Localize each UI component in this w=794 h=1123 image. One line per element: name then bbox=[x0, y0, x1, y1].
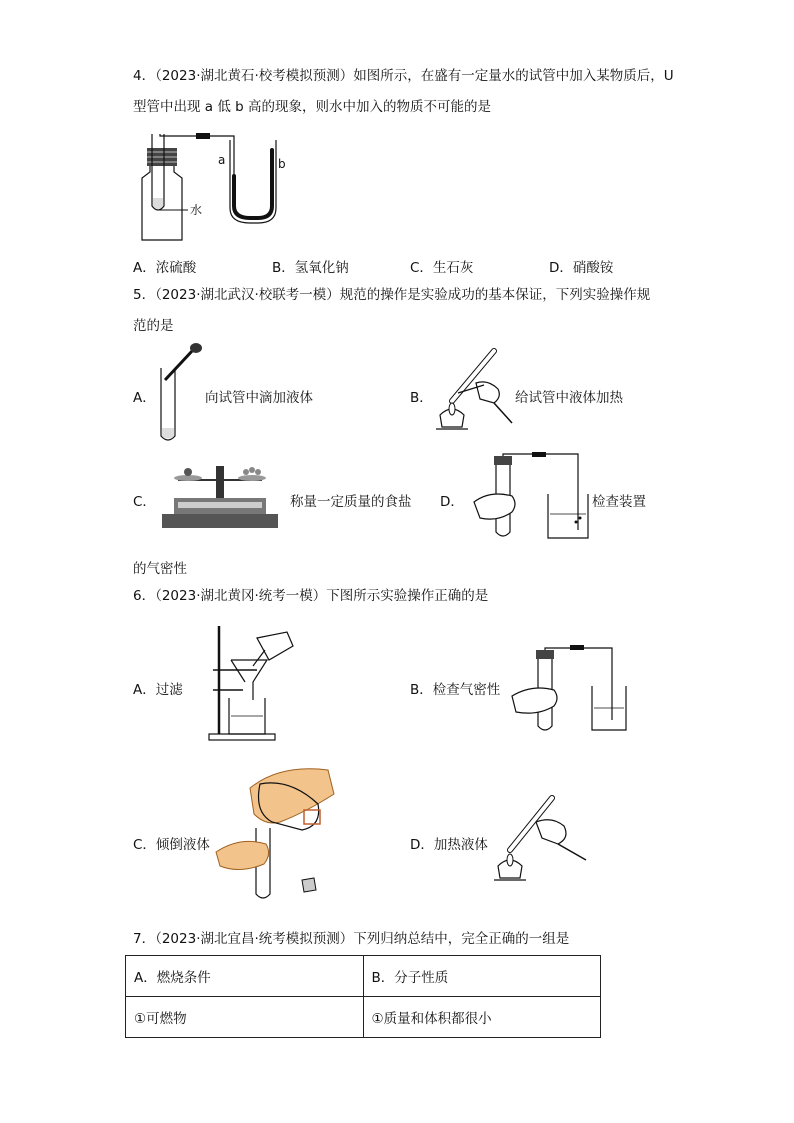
q6-airtightness-illustration bbox=[508, 640, 628, 736]
q5-stem-line2: 范的是 bbox=[133, 318, 174, 334]
q6-option-b[interactable]: B．检查气密性 bbox=[410, 682, 501, 698]
q5-option-c-text: 称量一定质量的食盐 bbox=[290, 494, 412, 510]
q5-stem-line1: 5．（2023·湖北武汉·校联考一模）规范的操作是实验成功的基本保证，下列实验操作规 bbox=[133, 287, 651, 303]
q4-option-d[interactable]: D．硝酸铵 bbox=[549, 260, 614, 276]
q4-water-label: 水 bbox=[190, 203, 203, 217]
q5-option-d-text: 检查装置 bbox=[592, 494, 646, 510]
q5-airtightness-illustration bbox=[468, 452, 593, 544]
q4-option-c[interactable]: C．生石灰 bbox=[410, 260, 474, 276]
q5-option-b-text: 给试管中液体加热 bbox=[515, 390, 623, 406]
q7-header-a[interactable]: A．燃烧条件 bbox=[126, 956, 364, 997]
q6-stem-line1: 6．（2023·湖北黄冈·统考一模）下图所示实验操作正确的是 bbox=[133, 588, 489, 604]
q6-option-c[interactable]: C．倾倒液体 bbox=[133, 837, 210, 853]
q6-filtration-illustration bbox=[205, 620, 305, 745]
q5-option-d-tail: 的气密性 bbox=[133, 561, 187, 577]
q5-option-b-letter[interactable]: B． bbox=[410, 390, 433, 406]
q5-option-a-letter[interactable]: A． bbox=[133, 390, 156, 406]
q4-option-b[interactable]: B．氢氧化钠 bbox=[272, 260, 349, 276]
q5-heating-tube-illustration bbox=[432, 345, 517, 435]
q5-balance-illustration bbox=[158, 458, 283, 533]
q7-cell-a1: ①可燃物 bbox=[126, 997, 364, 1038]
table-row bbox=[126, 997, 601, 1038]
q4-label-a: a bbox=[218, 153, 226, 167]
q5-option-d-letter[interactable]: D． bbox=[440, 494, 464, 510]
q4-stem-line1: 4．（2023·湖北黄石·校考模拟预测）如图所示，在盛有一定量水的试管中加入某物质后，U bbox=[133, 68, 674, 84]
q5-dropper-illustration bbox=[155, 340, 205, 445]
q6-option-d[interactable]: D．加热液体 bbox=[410, 837, 488, 853]
q7-stem-line1: 7．（2023·湖北宜昌·统考模拟预测）下列归纳总结中，完全正确的一组是 bbox=[133, 931, 570, 947]
q4-label-b: b bbox=[278, 157, 286, 171]
q4-u-tube-figure bbox=[130, 128, 300, 248]
q6-option-a[interactable]: A．过滤 bbox=[133, 682, 183, 698]
q4-stem-line2: 型管中出现 a 低 b 高的现象，则水中加入的物质不可能的是 bbox=[133, 99, 492, 115]
q7-summary-table bbox=[125, 955, 601, 1038]
q4-option-a[interactable]: A．浓硫酸 bbox=[133, 260, 197, 276]
table-row bbox=[126, 956, 601, 997]
q6-heating-illustration bbox=[492, 790, 592, 885]
q5-option-a-text: 向试管中滴加液体 bbox=[205, 390, 313, 406]
q7-cell-b1: ①质量和体积都很小 bbox=[363, 997, 601, 1038]
q5-option-c-letter[interactable]: C． bbox=[133, 494, 156, 510]
q7-header-b[interactable]: B．分子性质 bbox=[363, 956, 601, 997]
q6-pouring-illustration bbox=[210, 764, 340, 904]
